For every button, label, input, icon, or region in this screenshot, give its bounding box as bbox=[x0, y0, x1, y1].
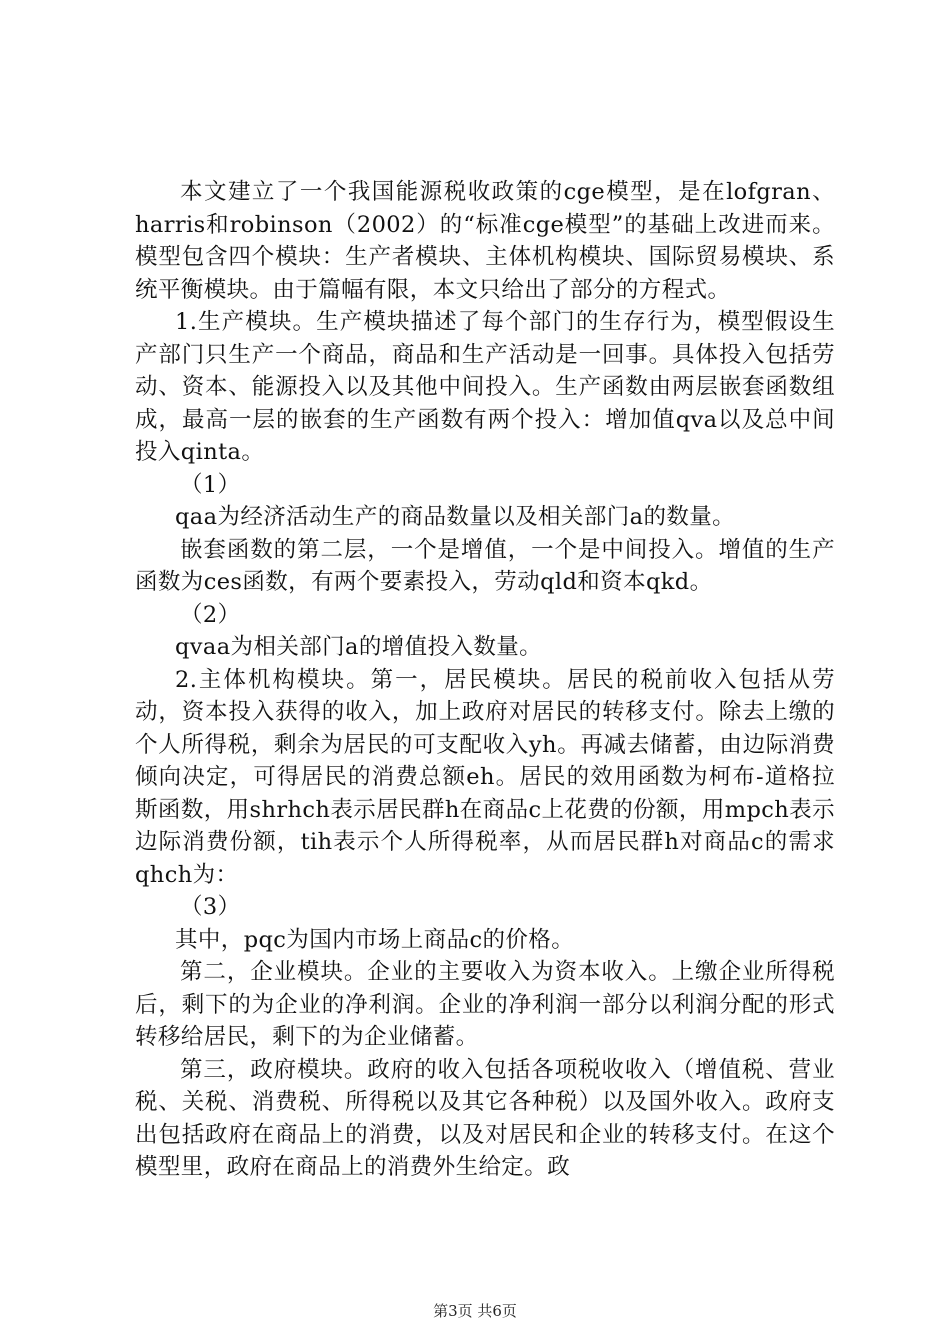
paragraph-intro: 本文建立了一个我国能源税收政策的cge模型，是在lofgran、harris和robinson（2002）的“标准cge模型”的基础上改进而来。模型包含四个模块：生产者模块、主体机构模块、国际贸易模块、系统平衡模块。由于篇幅有限，本文只给出了部分的方程式。 bbox=[135, 179, 835, 303]
paragraph-pqc-definition: 其中，pqc为国内市场上商品c的价格。 bbox=[175, 926, 575, 953]
equation-label-2: （2） bbox=[180, 601, 241, 628]
document-body bbox=[135, 176, 835, 1184]
equation-label-1: （1） bbox=[180, 471, 241, 498]
paragraph-government-module: 第三，政府模块。政府的收入包括各项税收收入（增值税、营业税、关税、消费税、所得税以及其它各种税）以及国外收入。政府支出包括政府在商品上的消费，以及对居民和企业的转移支付。在这个模型里，政府在商品上的消费外生给定。政 bbox=[135, 1056, 835, 1180]
page-number-footer: 第3页 共6页 bbox=[433, 1302, 517, 1320]
paragraph-enterprise-module: 第二，企业模块。企业的主要收入为资本收入。上缴企业所得税后，剩下的为企业的净利润。企业的净利润一部分以利润分配的形式转移给居民，剩下的为企业储蓄。 bbox=[135, 959, 835, 1050]
paragraph-qaa-definition: qaa为经济活动生产的商品数量以及相关部门a的数量。 bbox=[175, 504, 736, 530]
paragraph-institution-module: 2.主体机构模块。第一，居民模块。居民的税前收入包括从劳动，资本投入获得的收入，加上政府对居民的转移支付。除去上缴的个人所得税，剩余为居民的可支配收入yh。再减去储蓄，由边际消费倾向决定，可得居民的消费总额eh。居民的效用函数为柯布-道格拉斯函数，用shrhch表示居民群h在商品c上花费的份额，用mpch表示边际消费份额，tih表示个人所得税率，从而居民群h对商品c的需求qhch为： bbox=[135, 666, 835, 888]
equation-label-3: （3） bbox=[180, 894, 241, 920]
paragraph-nested-function: 嵌套函数的第二层，一个是增值，一个是中间投入。增值的生产函数为ces函数，有两个要素投入，劳动qld和资本qkd。 bbox=[135, 536, 835, 595]
paragraph-production-module: 1.生产模块。生产模块描述了每个部门的生存行为，模型假设生产部门只生产一个商品，商品和生产活动是一回事。具体投入包括劳动、资本、能源投入以及其他中间投入。生产函数由两层嵌套函数组成，最高一层的嵌套的生产函数有两个投入：增加值qva以及总中间投入qinta。 bbox=[135, 309, 835, 465]
paragraph-qvaa-definition: qvaa为相关部门a的增值投入数量。 bbox=[175, 634, 543, 660]
